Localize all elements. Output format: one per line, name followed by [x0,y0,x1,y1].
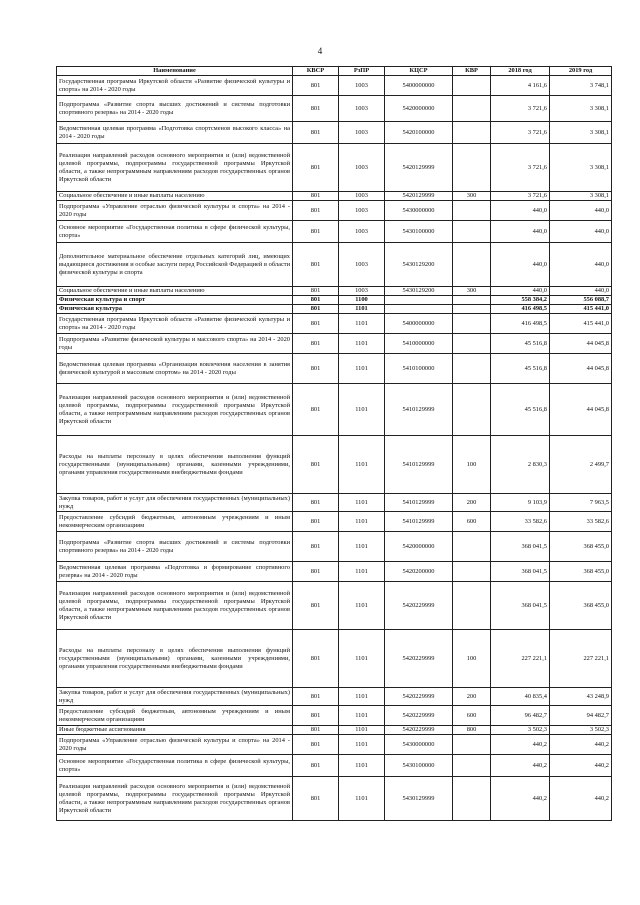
row-rzpr: 1003 [339,96,385,122]
row-rzpr: 1101 [339,305,385,314]
row-kvr [453,334,491,354]
row-kvsr: 801 [293,384,339,436]
table-row [57,122,612,144]
row-kvr [453,582,491,630]
row-kvsr: 801 [293,354,339,384]
row-kcsr [385,296,453,305]
row-kcsr: 5420000000 [385,96,453,122]
row-amount-2019: 440,0 [550,243,612,287]
row-kvr [453,777,491,821]
row-amount-2018: 440,2 [491,755,550,777]
row-kvr [453,735,491,755]
table-row [57,562,612,582]
row-amount-2018: 3 502,3 [491,726,550,735]
row-kvr [453,314,491,334]
row-kvsr: 801 [293,144,339,192]
row-kcsr: 5410129999 [385,436,453,494]
row-name: Физическая культура [57,305,293,314]
table-row [57,755,612,777]
row-amount-2019: 440,2 [550,777,612,821]
row-name: Подпрограмма «Развитие физической культуры и массового спорта» на 2014 - 2020 годы [57,334,293,354]
row-rzpr: 1003 [339,76,385,96]
row-amount-2018: 33 582,6 [491,512,550,532]
row-amount-2019: 556 088,7 [550,296,612,305]
row-amount-2018: 440,2 [491,777,550,821]
row-kvsr: 801 [293,334,339,354]
row-rzpr: 1003 [339,144,385,192]
row-kvr [453,354,491,384]
table-row [57,706,612,726]
row-kcsr: 5410129999 [385,494,453,512]
row-name: Государственная программа Иркутской области «Развитие физической культуры и спорта» на 2014 - 2020 годы [57,76,293,96]
row-name: Физическая культура и спорт [57,296,293,305]
row-rzpr: 1101 [339,582,385,630]
row-name: Предоставление субсидий бюджетным, автономным учреждениям и иным некоммерческим организациям [57,512,293,532]
row-kvr: 200 [453,688,491,706]
header-2018: 2018 год [491,67,550,76]
table-row [57,243,612,287]
row-amount-2019: 2 499,7 [550,436,612,494]
row-kvsr: 801 [293,494,339,512]
row-kcsr: 5420129999 [385,144,453,192]
row-name: Иные бюджетные ассигнования [57,726,293,735]
row-kcsr: 5400000000 [385,76,453,96]
row-amount-2019: 44 045,8 [550,334,612,354]
row-amount-2018: 40 835,4 [491,688,550,706]
row-kvr [453,96,491,122]
row-kvsr: 801 [293,436,339,494]
row-amount-2019: 33 582,6 [550,512,612,532]
row-kvr: 800 [453,726,491,735]
row-kcsr: 5420200000 [385,562,453,582]
row-kcsr: 5430000000 [385,201,453,221]
table-row [57,688,612,706]
table-row [57,582,612,630]
table-row [57,305,612,314]
row-amount-2019: 440,0 [550,201,612,221]
page-number: 4 [317,46,323,56]
row-amount-2019: 440,0 [550,221,612,243]
row-kcsr: 5420100000 [385,122,453,144]
row-amount-2019: 3 748,1 [550,76,612,96]
row-kcsr: 5420229999 [385,630,453,688]
row-amount-2019: 440,0 [550,287,612,296]
row-kvsr: 801 [293,122,339,144]
row-rzpr: 1003 [339,192,385,201]
row-kcsr: 5430000000 [385,735,453,755]
row-amount-2018: 45 516,8 [491,384,550,436]
row-kvsr: 801 [293,777,339,821]
row-amount-2019: 440,2 [550,735,612,755]
row-name: Дополнительное материальное обеспечение отдельных категорий лиц, имеющих выдающиеся достижения и особые заслуги перед Российской Федерацией в области физической культуры и спорта [57,243,293,287]
row-name: Предоставление субсидий бюджетным, автономным учреждениям и иным некоммерческим организациям [57,706,293,726]
row-rzpr: 1101 [339,436,385,494]
row-kvr: 300 [453,287,491,296]
row-kcsr: 5410100000 [385,354,453,384]
row-kvr: 200 [453,494,491,512]
table-row [57,144,612,192]
row-amount-2019: 368 455,0 [550,562,612,582]
row-rzpr: 1101 [339,755,385,777]
row-amount-2019: 415 441,0 [550,305,612,314]
row-kcsr: 5420229999 [385,726,453,735]
row-amount-2019: 44 045,8 [550,354,612,384]
row-rzpr: 1101 [339,562,385,582]
row-amount-2019: 440,2 [550,755,612,777]
row-kvsr: 801 [293,532,339,562]
row-kvsr: 801 [293,706,339,726]
row-amount-2019: 415 441,0 [550,314,612,334]
row-amount-2018: 440,0 [491,221,550,243]
row-amount-2018: 440,0 [491,287,550,296]
table-row [57,777,612,821]
row-name: Реализация направлений расходов основного мероприятия и (или) ведомственной целевой программы, подпрограммы государственной программы Иркутской области, а также непрограммным направлениям расходов государственных органов Иркутской области [57,144,293,192]
row-rzpr: 1101 [339,354,385,384]
row-kvsr: 801 [293,726,339,735]
row-rzpr: 1003 [339,122,385,144]
budget-table [56,66,612,821]
row-rzpr: 1101 [339,726,385,735]
row-rzpr: 1101 [339,735,385,755]
row-kvsr: 801 [293,296,339,305]
row-amount-2018: 416 498,5 [491,314,550,334]
row-kcsr: 5430100000 [385,755,453,777]
table-row [57,76,612,96]
row-kvr: 300 [453,192,491,201]
row-amount-2019: 3 502,3 [550,726,612,735]
row-name: Реализация направлений расходов основного мероприятия и (или) ведомственной целевой программы, подпрограммы государственной программы Иркутской области, а также непрограммным направлениям расходов государственных органов Иркутской области [57,582,293,630]
row-kvr [453,76,491,96]
row-rzpr: 1003 [339,221,385,243]
row-name: Расходы на выплаты персоналу в целях обеспечения выполнения функций государственными (муниципальными) органами, казенными учреждениями, органами управления государственными внебюджетными фондами [57,436,293,494]
row-amount-2018: 45 516,8 [491,334,550,354]
table-row [57,192,612,201]
row-amount-2018: 3 721,6 [491,96,550,122]
row-kvsr: 801 [293,221,339,243]
row-kvr [453,122,491,144]
row-kvr [453,532,491,562]
row-amount-2019: 3 308,1 [550,122,612,144]
header-rzpr: РзПР [339,67,385,76]
row-rzpr: 1101 [339,384,385,436]
header-kvr: КВР [453,67,491,76]
row-amount-2019: 7 963,5 [550,494,612,512]
row-rzpr: 1101 [339,532,385,562]
row-kvsr: 801 [293,287,339,296]
row-rzpr: 1003 [339,287,385,296]
row-name: Социальное обеспечение и иные выплаты населению [57,287,293,296]
row-name: Ведомственная целевая программа «Подготовка и формирование спортивного резерва» на 2014 - 2020 годы [57,562,293,582]
row-kvsr: 801 [293,562,339,582]
row-name: Государственная программа Иркутской области «Развитие физической культуры и спорта» на 2014 - 2020 годы [57,314,293,334]
row-kvr [453,243,491,287]
row-amount-2018: 440,2 [491,735,550,755]
row-name: Основное мероприятие «Государственная политика в сфере физической культуры, спорта» [57,755,293,777]
row-amount-2018: 368 041,5 [491,532,550,562]
row-name: Ведомственная целевая программа «Подготовка спортсменов высокого класса» на 2014 - 2020 годы [57,122,293,144]
row-kvr [453,144,491,192]
row-kvr [453,562,491,582]
row-kvr [453,296,491,305]
row-kvr [453,305,491,314]
row-kvsr: 801 [293,630,339,688]
row-kcsr: 5420229999 [385,582,453,630]
row-kcsr: 5400000000 [385,314,453,334]
row-name: Ведомственная целевая программа «Организация вовлечения населения в занятия физической культурой и массовым спортом» на 2014 - 2020 годы [57,354,293,384]
row-kvsr: 801 [293,582,339,630]
row-name: Подпрограмма «Развитие спорта высших достижений и системы подготовки спортивного резерва» на 2014 - 2020 годы [57,532,293,562]
row-rzpr: 1101 [339,630,385,688]
row-rzpr: 1101 [339,706,385,726]
table-row [57,532,612,562]
row-amount-2019: 3 308,1 [550,144,612,192]
row-kvsr: 801 [293,192,339,201]
row-kvr: 600 [453,512,491,532]
row-kvr [453,201,491,221]
row-amount-2018: 227 221,1 [491,630,550,688]
row-rzpr: 1101 [339,314,385,334]
row-kvsr: 801 [293,305,339,314]
row-kcsr: 5430129999 [385,777,453,821]
row-kvsr: 801 [293,314,339,334]
row-amount-2019: 368 455,0 [550,582,612,630]
row-amount-2018: 558 384,2 [491,296,550,305]
table-header-row [57,67,612,76]
row-rzpr: 1101 [339,334,385,354]
row-kvsr: 801 [293,96,339,122]
table-row [57,726,612,735]
table-row [57,96,612,122]
row-name: Расходы на выплаты персоналу в целях обеспечения выполнения функций государственными (муниципальными) органами, казенными учреждениями, органами управления государственными внебюджетными фондами [57,630,293,688]
row-amount-2018: 368 041,5 [491,562,550,582]
row-name: Реализация направлений расходов основного мероприятия и (или) ведомственной целевой программы, подпрограммы государственной программы Иркутской области, а также непрограммным направлениям расходов государственных органов Иркутской области [57,777,293,821]
row-kvr [453,384,491,436]
row-name: Социальное обеспечение и иные выплаты населению [57,192,293,201]
row-rzpr: 1101 [339,688,385,706]
row-kvsr: 801 [293,755,339,777]
row-kvsr: 801 [293,688,339,706]
row-kcsr: 5430129200 [385,287,453,296]
row-kvsr: 801 [293,201,339,221]
row-kcsr: 5420229999 [385,706,453,726]
row-kvr [453,755,491,777]
table-row [57,314,612,334]
row-kvsr: 801 [293,76,339,96]
row-amount-2018: 368 041,5 [491,582,550,630]
header-name: Наименование [57,67,293,76]
row-kcsr: 5430100000 [385,221,453,243]
row-amount-2018: 3 721,6 [491,192,550,201]
table-row [57,630,612,688]
header-2019: 2019 год [550,67,612,76]
row-kvr: 100 [453,630,491,688]
table-row [57,735,612,755]
table-row [57,334,612,354]
row-amount-2018: 3 721,6 [491,122,550,144]
table-body [57,76,612,821]
row-rzpr: 1101 [339,494,385,512]
row-kcsr: 5420129999 [385,192,453,201]
row-name: Основное мероприятие «Государственная политика в сфере физической культуры, спорта» [57,221,293,243]
table-row [57,221,612,243]
row-kvr [453,221,491,243]
row-kcsr: 5410129999 [385,512,453,532]
row-amount-2018: 96 482,7 [491,706,550,726]
row-kvsr: 801 [293,735,339,755]
header-kcsr: КЦСР [385,67,453,76]
row-amount-2018: 416 498,5 [491,305,550,314]
row-amount-2018: 440,0 [491,243,550,287]
row-kcsr: 5410129999 [385,384,453,436]
row-rzpr: 1003 [339,243,385,287]
row-kcsr: 5410000000 [385,334,453,354]
row-amount-2019: 3 308,1 [550,96,612,122]
table-row [57,384,612,436]
row-rzpr: 1101 [339,512,385,532]
row-rzpr: 1100 [339,296,385,305]
row-amount-2018: 9 103,9 [491,494,550,512]
row-kcsr: 5430129200 [385,243,453,287]
table-row [57,512,612,532]
row-kvsr: 801 [293,243,339,287]
row-kvr: 100 [453,436,491,494]
row-amount-2018: 2 830,3 [491,436,550,494]
row-kvsr: 801 [293,512,339,532]
row-amount-2019: 94 482,7 [550,706,612,726]
row-name: Реализация направлений расходов основного мероприятия и (или) ведомственной целевой программы, подпрограммы государственной программы Иркутской области, а также непрограммным направлениям расходов государственных органов Иркутской области [57,384,293,436]
table-row [57,296,612,305]
row-amount-2019: 3 308,1 [550,192,612,201]
table-row [57,287,612,296]
row-name: Подпрограмма «Управление отраслью физической культуры и спорта» на 2014 - 2020 годы [57,201,293,221]
table-row [57,354,612,384]
row-kcsr: 5420000000 [385,532,453,562]
table-row [57,494,612,512]
row-kcsr: 5420229999 [385,688,453,706]
row-amount-2018: 3 721,6 [491,144,550,192]
header-kvsr: КВСР [293,67,339,76]
row-rzpr: 1003 [339,201,385,221]
row-amount-2019: 227 221,1 [550,630,612,688]
table-row [57,436,612,494]
row-name: Подпрограмма «Управление отраслью физической культуры и спорта» на 2014 - 2020 годы [57,735,293,755]
row-amount-2018: 440,0 [491,201,550,221]
row-kcsr [385,305,453,314]
row-name: Закупка товаров, работ и услуг для обеспечения государственных (муниципальных) нужд [57,688,293,706]
row-rzpr: 1101 [339,777,385,821]
table-row [57,201,612,221]
row-amount-2018: 4 161,6 [491,76,550,96]
row-amount-2019: 43 248,9 [550,688,612,706]
row-kvr: 600 [453,706,491,726]
row-amount-2019: 44 045,8 [550,384,612,436]
row-name: Подпрограмма «Развитие спорта высших достижений и системы подготовки спортивного резерва» на 2014 - 2020 годы [57,96,293,122]
row-name: Закупка товаров, работ и услуг для обеспечения государственных (муниципальных) нужд [57,494,293,512]
row-amount-2019: 368 455,0 [550,532,612,562]
row-amount-2018: 45 516,8 [491,354,550,384]
